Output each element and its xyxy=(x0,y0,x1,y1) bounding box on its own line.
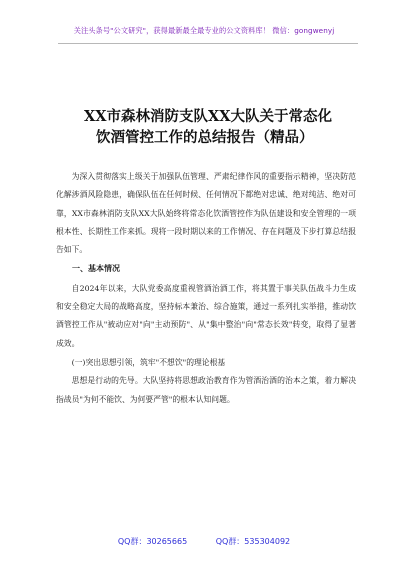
section-1-paragraph: 自2024年以来，大队党委高度重视管酒治酒工作，将其置于事关队伍战斗力生成和安全稳定大局的战略高度，坚持标本兼治、综合施策，通过一系列扎实举措，推动饮酒管控工作从"被动应对"向"主动预防"、从"集中整治"向"常态长效"转变，取得了显著成效。 xyxy=(56,283,356,348)
title-line-2: 饮酒管控工作的总结报告（精品） xyxy=(96,129,314,146)
subsection-heading-ideology: (一)突出思想引领，筑牢"不想饮"的理论根基 xyxy=(71,357,226,367)
section-heading-basic-situation: 一、基本情况 xyxy=(72,264,120,274)
intro-paragraph: 为深入贯彻落实上级关于加强队伍管理、严肃纪律作风的重要指示精神，坚决防范化解涉酒风险隐患，确保队伍在任何时候、任何情况下都绝对忠诚、绝对纯洁、绝对可靠，XX市森林消防支队XX大队始终将常态化饮酒管控作为队伍建设和安全管理的一项根本性、长期性工作来抓。现将一段时期以来的工作情况、存在问题及下步打算总结报告如下。 xyxy=(56,172,356,255)
footer-contact xyxy=(0,536,408,547)
document-title xyxy=(84,106,344,148)
document-body xyxy=(56,168,356,410)
header-divider xyxy=(58,43,358,44)
header-promo-text: 关注头条号"公文研究"，获得最新最全最专业的公文资料库！ 微信：gongwenyj xyxy=(73,26,335,35)
subsection-1-paragraph: 思想是行动的先导。大队坚持将思想政治教育作为管酒治酒的治本之策，着力解决指战员"为何不能饮、为何要严管"的根本认知问题。 xyxy=(56,376,356,404)
footer-qq-group-1: QQ群：30265665 xyxy=(117,537,188,546)
footer-qq-group-2: QQ群：535304092 xyxy=(215,537,291,546)
title-line-1: XX市森林消防支队XX大队关于常态化 xyxy=(84,108,332,125)
